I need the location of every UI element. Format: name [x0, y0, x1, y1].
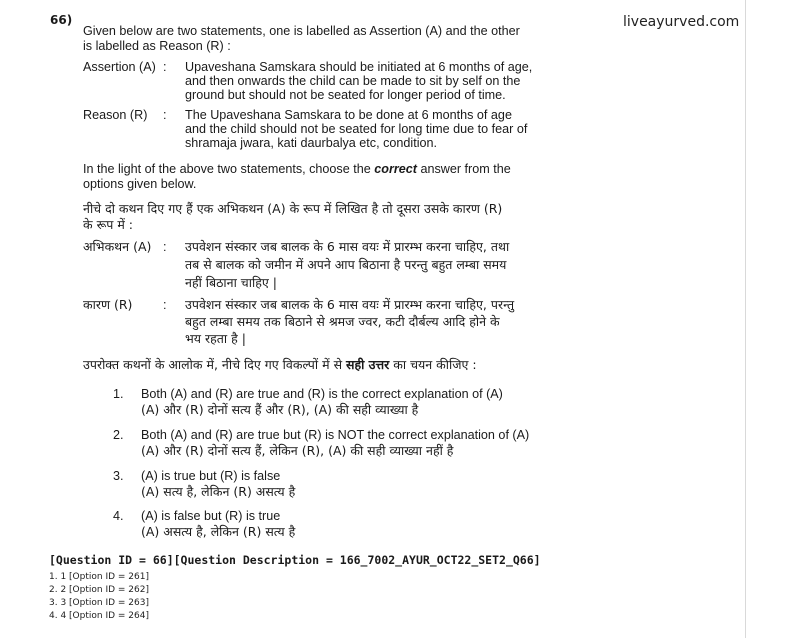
option-text-hi: (A) और (R) दोनों सत्य हैं और (R), (A) की सही व्याख्या है [141, 402, 419, 417]
reason-hi-line-2: बहुत लम्बा समय तक बिठाने से श्रमज ज्वर, कटी दौर्बल्य आदि होने के [185, 314, 500, 329]
option-number: 4. [113, 509, 124, 523]
assertion-hi-line-2: तब से बालक को जमीन में अपने आप बिठाना है परन्तु बहुत लम्बा समय [185, 257, 507, 272]
intro-hi-line-1: नीचे दो कथन दिए गए हैं एक अभिकथन (A) के रूप में लिखित है तो दूसरा उसके कारण (R) [83, 201, 503, 216]
assertion-en-label: Assertion (A) [83, 60, 156, 74]
intro-en-line-2: is labelled as Reason (R) : [83, 39, 231, 53]
intro-en-line-1: Given below are two statements, one is labelled as Assertion (A) and the other [83, 24, 520, 38]
watermark: liveayurved.com [623, 14, 740, 30]
assertion-en-line-1: Upaveshana Samskara should be initiated at 6 months of age, [185, 60, 533, 74]
reason-en-label: Reason (R) [83, 108, 148, 122]
assertion-hi-colon: : [163, 240, 167, 254]
option-id-4: 4. 4 [Option ID = 264] [49, 611, 149, 621]
option-text-hi: (A) सत्य है, लेकिन (R) असत्य है [141, 484, 296, 499]
assertion-en-line-2: and then onwards the child can be made to sit by self on the [185, 74, 521, 88]
reason-hi-line-1: उपवेशन संस्कार जब बालक के 6 मास वयः में प्रारम्भ करना चाहिए, परन्तु [185, 297, 515, 312]
option-text-en: (A) is false but (R) is true [141, 509, 281, 523]
reason-en-line-2: and the child should not be seated for long time due to fear of [185, 122, 528, 136]
assertion-en-line-3: ground but should not be seated for longer period of time. [185, 88, 506, 102]
reason-hi-colon: : [163, 298, 167, 312]
option-id-2: 2. 2 [Option ID = 262] [49, 585, 149, 595]
option-number: 2. [113, 428, 124, 442]
option-text-en: Both (A) and (R) are true and (R) is the correct explanation of (A) [141, 387, 503, 401]
question-number: 66) [50, 13, 73, 27]
option-number: 3. [113, 469, 124, 483]
option-id-1: 1. 1 [Option ID = 261] [49, 572, 149, 582]
instruction-en-line-2: options given below. [83, 177, 197, 191]
option-text-en: (A) is true but (R) is false [141, 469, 281, 483]
option-id-3: 3. 3 [Option ID = 263] [49, 598, 149, 608]
reason-en-colon: : [163, 108, 167, 122]
assertion-hi-line-3: नहीं बिठाना चाहिए | [185, 275, 277, 290]
intro-hi-line-2: के रूप में : [83, 217, 134, 232]
page-border [745, 0, 746, 638]
instruction-hi: उपरोक्त कथनों के आलोक में, नीचे दिए गए विकल्पों में से सही उत्तर का चयन कीजिए : [83, 357, 477, 372]
assertion-en-colon: : [163, 60, 167, 74]
instruction-en-line-1: In the light of the above two statements, choose the correct answer from the [83, 162, 511, 176]
reason-hi-line-3: भय रहता है | [185, 331, 246, 346]
option-text-hi: (A) और (R) दोनों सत्य हैं, लेकिन (R), (A) की सही व्याख्या नहीं है [141, 443, 454, 458]
assertion-hi-label: अभिकथन (A) [83, 239, 152, 254]
option-number: 1. [113, 387, 124, 401]
question-meta: [Question ID = 66][Question Description = 166_7002_AYUR_OCT22_SET2_Q66] [49, 553, 541, 567]
reason-en-line-1: The Upaveshana Samskara to be done at 6 months of age [185, 108, 512, 122]
option-text-en: Both (A) and (R) are true but (R) is NOT the correct explanation of (A) [141, 428, 530, 442]
reason-en-line-3: shramaja jwara, kati daurbalya etc, condition. [185, 136, 438, 150]
reason-hi-label: कारण (R) [83, 297, 133, 312]
option-text-hi: (A) असत्य है, लेकिन (R) सत्य है [141, 524, 296, 539]
assertion-hi-line-1: उपवेशन संस्कार जब बालक के 6 मास वयः में प्रारम्भ करना चाहिए, तथा [185, 239, 510, 254]
